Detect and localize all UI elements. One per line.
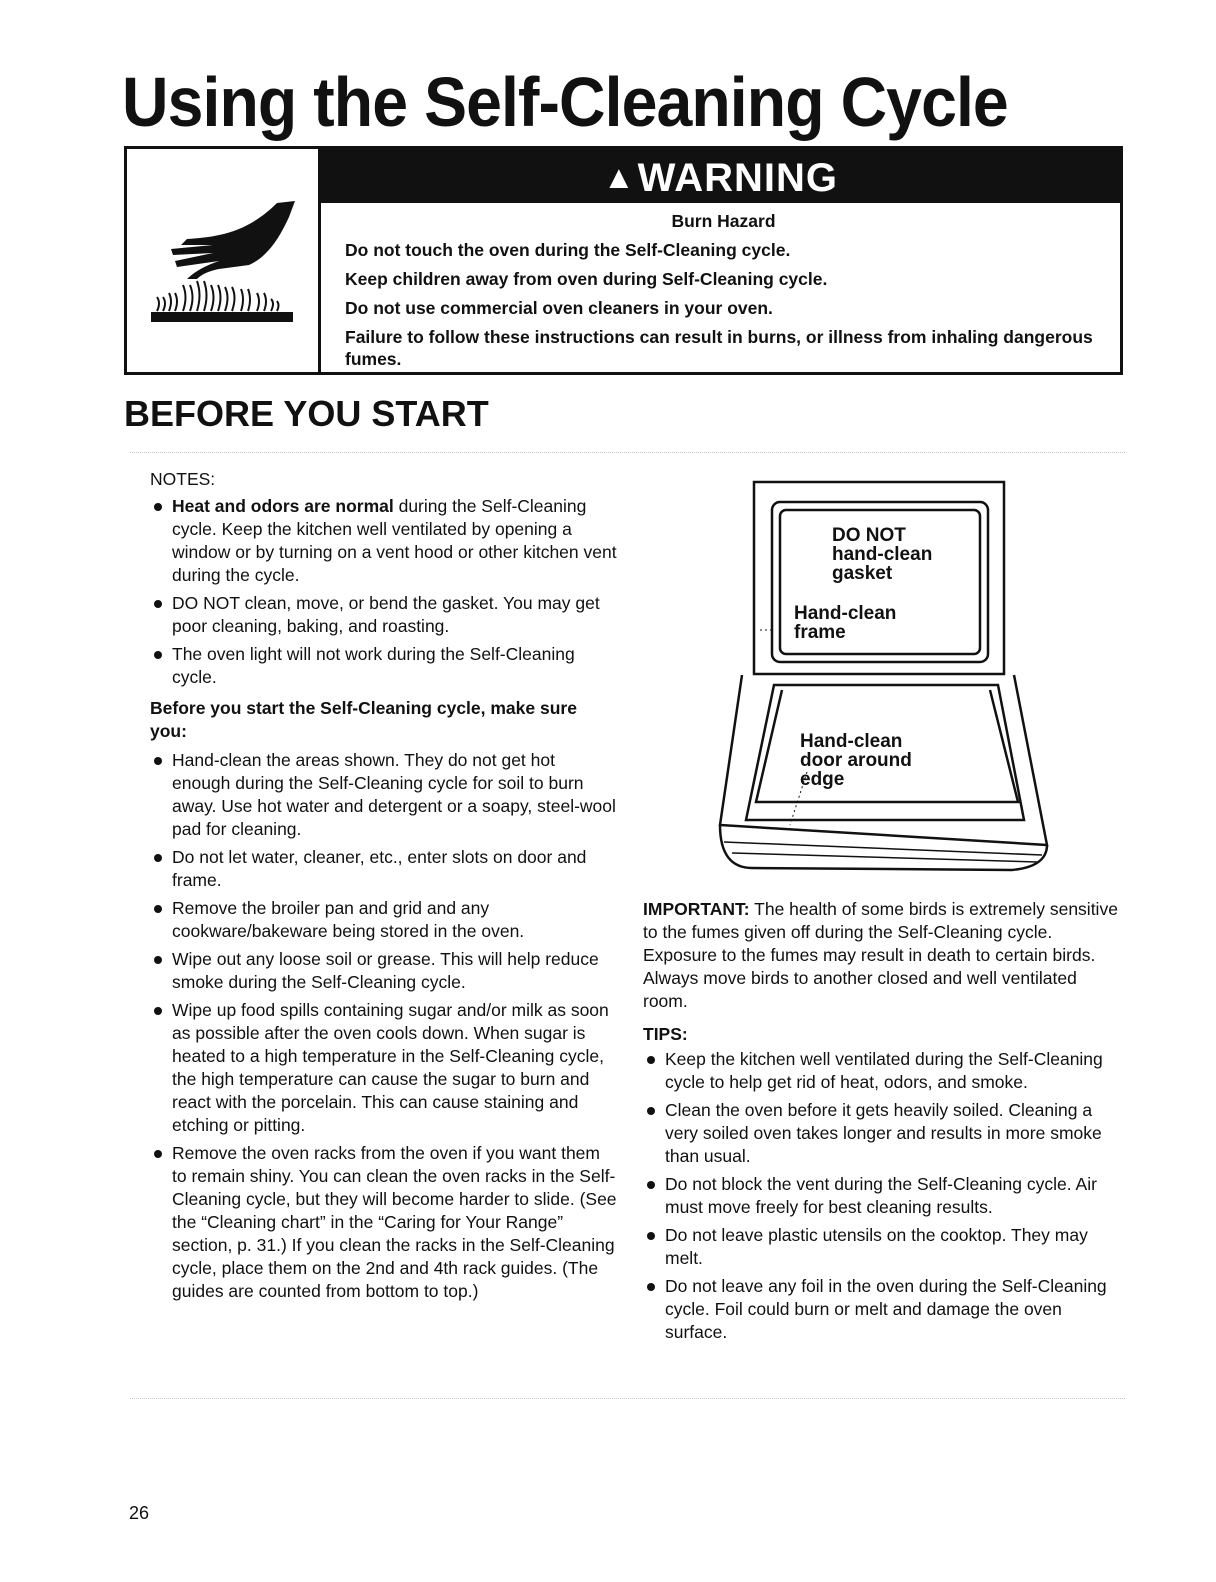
gasket-label-2: hand-clean bbox=[832, 544, 933, 565]
warning-line: Keep children away from oven during Self-Cleaning cycle. bbox=[345, 269, 828, 289]
section-heading: BEFORE YOU START bbox=[124, 393, 489, 434]
list-item: Do not leave plastic utensils on the cooktop. They may melt. bbox=[643, 1224, 1123, 1270]
important-paragraph bbox=[643, 898, 1123, 1013]
frame-label-1: Hand-clean bbox=[794, 603, 897, 624]
list-item bbox=[150, 643, 618, 689]
warning-line: Do not touch the oven during the Self-Cleaning cycle. bbox=[345, 240, 791, 260]
note-text: during the Self-Cleaning cycle. Keep the kitchen well ventilated by opening a window or by turning on a vent hood or other kitchen vent during the cycle. bbox=[172, 496, 617, 585]
divider bbox=[130, 1398, 1125, 1399]
warning-triangle-icon: ▲ bbox=[603, 159, 636, 195]
hot-surface-hand-icon bbox=[147, 199, 297, 324]
list-item: Clean the oven before it gets heavily soiled. Cleaning a very soiled oven takes longer and results in more smoke than usual. bbox=[643, 1099, 1123, 1168]
list-item bbox=[150, 495, 618, 587]
notes-label: NOTES: bbox=[150, 469, 216, 489]
list-item: Do not let water, cleaner, etc., enter slots on door and frame. bbox=[150, 846, 618, 892]
divider bbox=[130, 452, 1125, 453]
list-item: Wipe up food spills containing sugar and/or milk as soon as possible after the oven cools down. When sugar is heated to a high temperature in the Self-Cleaning cycle, the high temperature can cause the sugar to burn and react with the porcelain. This can cause staining and etching or pitting. bbox=[150, 999, 618, 1137]
warning-icon-cell bbox=[127, 149, 321, 372]
before-label: Before you start the Self-Cleaning cycle, make sure you: bbox=[150, 698, 577, 741]
gasket-label-1: DO NOT bbox=[832, 525, 906, 546]
warning-text bbox=[345, 207, 1102, 370]
notes-list bbox=[150, 495, 618, 689]
list-item: Wipe out any loose soil or grease. This will help reduce smoke during the Self-Cleaning cycle. bbox=[150, 948, 618, 994]
before-list bbox=[150, 749, 618, 1303]
list-item: Do not block the vent during the Self-Cleaning cycle. Air must move freely for best cleaning results. bbox=[643, 1173, 1123, 1219]
page-number: 26 bbox=[129, 1503, 150, 1523]
oven-diagram bbox=[712, 480, 1057, 885]
warning-banner-text: WARNING bbox=[637, 156, 838, 200]
tips-list bbox=[643, 1048, 1123, 1344]
door-label-2: door around bbox=[800, 750, 912, 771]
note-text: The oven light will not work during the Self-Cleaning cycle. bbox=[172, 644, 575, 687]
right-column bbox=[643, 898, 1123, 1349]
note-text: DO NOT clean, move, or bend the gasket. You may get poor cleaning, baking, and roasting. bbox=[172, 593, 600, 636]
list-item bbox=[150, 592, 618, 638]
gasket-label-3: gasket bbox=[832, 563, 893, 584]
page-title: Using the Self-Cleaning Cycle bbox=[122, 63, 1008, 141]
important-text: The health of some birds is extremely sensitive to the fumes given off during the Self-Cleaning cycle. Exposure to the fumes may result in death to certain birds. Always move birds to another closed and well ventilated room. bbox=[643, 899, 1118, 1011]
note-emphasis: Heat and odors are normal bbox=[172, 496, 394, 516]
warning-box bbox=[124, 146, 1123, 375]
frame-label-2: frame bbox=[794, 622, 846, 643]
door-label-1: Hand-clean bbox=[800, 731, 903, 752]
left-column bbox=[150, 468, 618, 1308]
warning-line: Failure to follow these instructions can result in burns, or illness from inhaling dangerous fumes. bbox=[345, 327, 1093, 369]
list-item: Keep the kitchen well ventilated during the Self-Cleaning cycle to help get rid of heat, odors, and smoke. bbox=[643, 1048, 1123, 1094]
hazard-title: Burn Hazard bbox=[671, 211, 776, 231]
list-item: Do not leave any foil in the oven during the Self-Cleaning cycle. Foil could burn or melt and damage the oven surface. bbox=[643, 1275, 1123, 1344]
list-item: Remove the broiler pan and grid and any cookware/bakeware being stored in the oven. bbox=[150, 897, 618, 943]
warning-banner bbox=[321, 149, 1120, 203]
warning-line: Do not use commercial oven cleaners in your oven. bbox=[345, 298, 773, 318]
important-label: IMPORTANT: bbox=[643, 899, 750, 919]
list-item: Remove the oven racks from the oven if you want them to remain shiny. You can clean the oven racks in the Self-Cleaning cycle, but they will become harder to slide. (See the “Cleaning chart” in the “Caring for Your Range” section, p. 31.) If you clean the racks in the Self-Cleaning cycle, place them on the 2nd and 4th rack guides. (The guides are counted from bottom to top.) bbox=[150, 1142, 618, 1303]
tips-label: TIPS: bbox=[643, 1024, 688, 1044]
door-label-3: edge bbox=[800, 769, 845, 790]
list-item: Hand-clean the areas shown. They do not get hot enough during the Self-Cleaning cycle for soil to burn away. Use hot water and detergent or a soapy, steel-wool pad for cleaning. bbox=[150, 749, 618, 841]
